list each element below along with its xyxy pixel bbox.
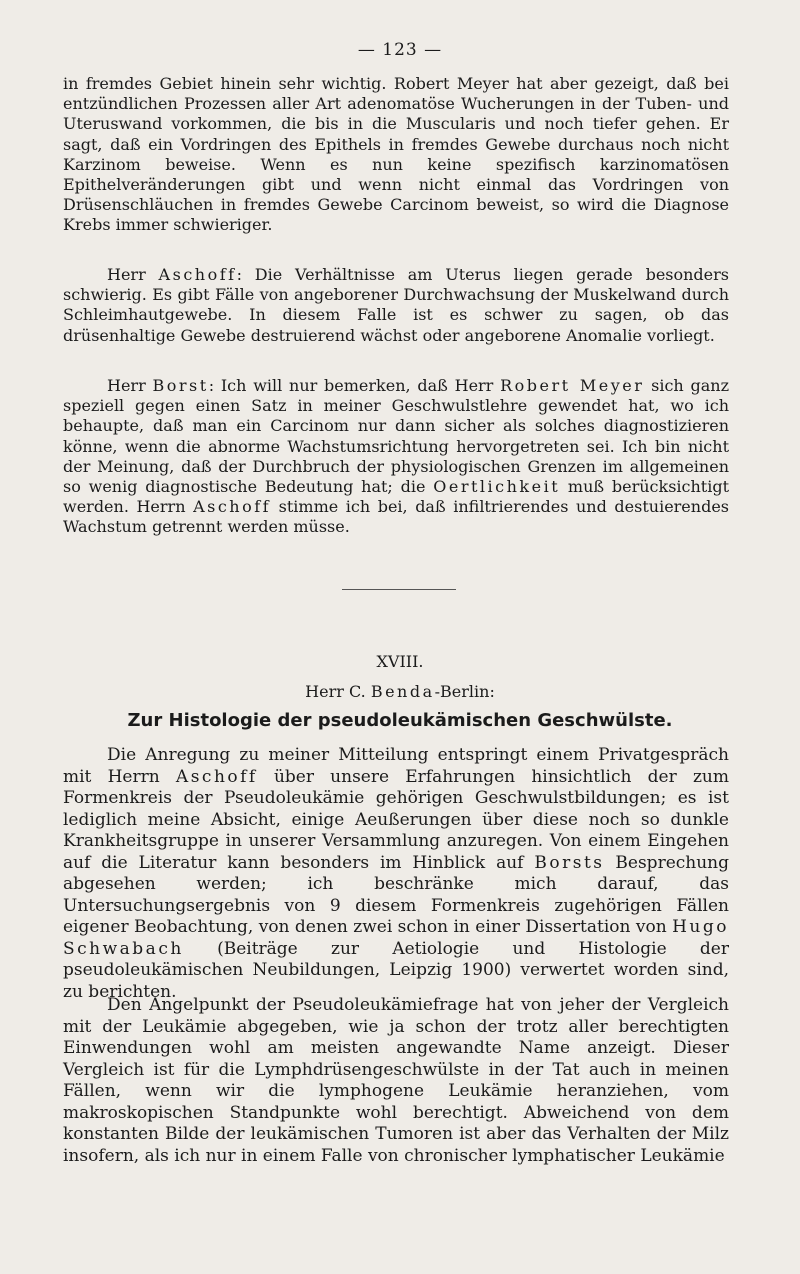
speaker-name: Benda — [370, 682, 435, 701]
speaker-prefix: Herr — [107, 376, 153, 395]
speaker-prefix: Herr — [107, 265, 159, 284]
speaker-prefix: Herr C. — [305, 682, 371, 701]
person-name: Robert Meyer — [500, 376, 645, 395]
paragraph-text: stimme ich bei, daß infiltrierendes und destuierendes Wachstum getrennt werden müsse. — [63, 497, 730, 537]
section-speaker — [0, 682, 800, 701]
paragraph-text: muß berücksichtigt werden. Herrn — [63, 477, 730, 517]
paragraph-text: Die Anregung zu meiner Mitteilung entspringt einem Privatgespräch mit Herrn — [63, 745, 729, 787]
person-name: Borsts — [534, 852, 605, 873]
paragraph-pseudoleukaemia: Den Angelpunkt der Pseudoleukämiefrage hat von jeher der Vergleich mit der Leukämie abgegeben, wie ja schon der trotz aller berechtigten Einwendungen wohl am meisten angewandte Name anzeigt. Dieser Vergleich ist für die Lymphdrüsengeschwülste in der Tat auch in meinen Fällen, wenn wir die lymphogene Leukämie heranziehen, vom makroskopischen Standpunkte wohl berechtigt. Abweichend von dem konstanten Bilde der leukämischen Tumoren ist aber das Verhalten der Milz insofern, als ich nur in einem Falle von chronischer lymphatischer Leukämie — [63, 995, 729, 1166]
paragraph-text: über unsere Erfahrungen hinsichtlich der zum Formenkreis der Pseudoleukämie gehörigen Geschwulstbildungen; es ist lediglich meine Absicht, einige Aeußerungen über diese noch so dunkle Krankheitsgruppe in unserer Versammlung anzuregen. Von einem Eingehen auf die Literatur kann besonders im Hinblick auf — [63, 766, 729, 873]
paragraph-text: : Ich will nur bemerken, daß Herr — [208, 376, 501, 395]
paragraph-text: sich ganz speziell gegen einen Satz in meiner Geschwulstlehre gewendet hat, wo ich behaupte, daß man ein Carcinom nur dann sicher als solches diagnostizieren könne, wenn die abnorme Wachstumsrichtung hervorgetreten sei. Ich bin nicht der Meinung, daß der Durchbruch der physiologischen Grenzen im allgemeinen so wenig diagnostische Bedeutung hat; die — [63, 376, 730, 497]
paragraph-text: (Beiträge zur Aetiologie und Histologie der pseudoleukämischen Neubildungen, Leipzig 1900) verwertet worden sind, zu berichten. — [63, 938, 729, 1002]
paragraph-continuation: in fremdes Gebiet hinein sehr wichtig. Robert Meyer hat aber gezeigt, daß bei entzündlichen Prozessen aller Art adenomatöse Wucherungen in der Tuben- und Uteruswand vorkommen, die bis in die Muscularis und noch tiefer gehen. Er sagt, daß ein Vordringen des Epithels in fremdes Gewebe durchaus noch nicht Karzinom beweise. Wenn es nun keine spezifisch karzinomatösen Epithelveränderungen gibt und wenn nicht einmal das Vordringen von Drüsenschläuchen in fremdes Gewebe Carcinom beweist, so wird die Diagnose Krebs immer schwieriger. — [63, 74, 729, 235]
person-name: Aschoff — [175, 766, 258, 787]
paragraph-intro — [63, 745, 729, 1003]
speaker-name: Aschoff — [158, 265, 237, 284]
speaker-suffix: -Berlin: — [434, 682, 495, 701]
speaker-name: Borst — [152, 376, 209, 395]
person-name: Aschoff — [193, 497, 272, 517]
emphasis: Oertlichkeit — [433, 477, 561, 497]
person-name: Hugo Schwabach — [63, 917, 729, 959]
paragraph-aschoff — [63, 265, 729, 346]
section-title: Zur Histologie der pseudoleukämischen Geschwülste. — [127, 710, 673, 731]
section-divider — [342, 589, 456, 590]
paragraph-borst — [63, 376, 729, 538]
page-number: — 123 — — [357, 40, 443, 60]
section-number: XVIII. — [376, 652, 424, 671]
paragraph-text: Besprechung abgesehen werden; ich beschränke mich darauf, das Untersuchungsergebnis von 9 diesem Formenkreis zugehörigen Fällen eigener Beobachtung, von denen zwei schon in einer Dissertation von — [63, 852, 730, 937]
paragraph-text: : Die Verhältnisse am Uterus liegen gerade besonders schwierig. Es gibt Fälle von angeborener Durchwachsung der Muskelwand durch Schleimhautgewebe. In diesem Falle ist es schwer zu sagen, ob das drüsenhaltige Gewebe destruierend wächst oder angeborene Anomalie vorliegt. — [63, 265, 730, 345]
